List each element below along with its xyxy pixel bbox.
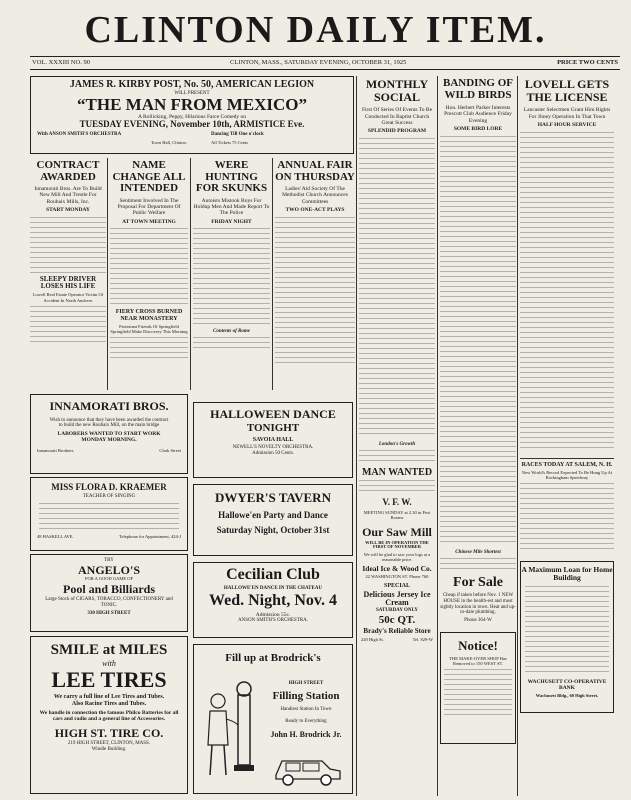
brodrick-ad [193,644,353,794]
lovell-subhead-2: HALF HOUR SERVICE [537,121,597,128]
contract-subhead-2: START MONDAY [46,207,90,214]
angelo-line3: Pool and Billiards [62,581,156,596]
column-7 [520,76,614,796]
ice-cream-price: 50c QT. [378,613,416,626]
skunks-subhead-2: FRIDAY NIGHT [211,218,252,225]
annual-fair-subhead-2: TWO ONE-ACT PLAYS [285,207,345,214]
skunks-headline: WERE HUNTING FOR SKUNKS [195,159,268,195]
volume-number: VOL. XXXIII NO. 90 [32,59,90,66]
kraemer-title: MISS FLORA D. KRAEMER [51,482,167,492]
legion-ad [30,76,354,154]
bank-name: WACHUSETT CO-OPERATIVE BANK [527,678,607,691]
notice-headline: Notice! [458,637,498,653]
notice-box [440,632,516,744]
notice-line1: THE MAKE-OVER SHOP Has Removed to 150 WEST ST. [449,655,507,666]
sleepy-driver-subhead: Lowell Real Estate Operator Victim Of Accident In North Andover [32,292,104,303]
monthly-social-subhead: First Of Series Of Events To Be Conducted In Baptist Church Great Success [361,107,433,126]
name-change-subhead: Sentiment Involved In The Proposal For Department Of Public Welfare [117,197,181,217]
innamorati-line6: Clark Street [159,447,181,453]
kraemer-line1: TEACHER OF SINGING [82,494,136,500]
masthead-title: CLINTON DAILY ITEM. [84,9,547,51]
races-headline: RACES TODAY AT SALEM, N. H. [520,458,614,468]
legion-ad-line1: JAMES R. KIRBY POST, No. 50, AMERICAN LEGION [69,79,315,90]
tires-line4: Also Racine Tires and Tubes. [71,700,147,707]
halloween-line1: TONIGHT [246,421,300,434]
saw-mill-line2: We will be glad to saw your logs at a reasonable price. [363,551,431,563]
halloween-line4: Admission 50 Cents. [252,451,294,457]
innamorati-line1: Wish to announce that they have been awarded the contract [49,417,169,423]
lee-tires-ad [30,636,188,794]
skunks-subhead: Autoists Mistook Boys For Holdup Men And Made Report To The Police [193,197,270,217]
innamorati-line2: to build the new Roubaix Mill, on the main bridge [58,423,160,429]
dwyer-line2: Saturday Night, October 31st [216,525,330,536]
dwyers-tavern-ad [193,484,353,556]
lovell-headline: LOVELL GETS THE LICENSE [524,77,610,104]
brodrick-line6: John H. Brodrick Jr. [270,730,342,739]
tires-line7: 219 HIGH STREET, CLINTON, MASS. [67,741,151,747]
cecilian-line4: ANSON SMITH'S ORCHESTRA. [238,618,308,624]
kraemer-ad [30,477,188,551]
legion-ad-line2: WILL PRESENT [174,90,210,96]
contract-subhead: Innamorati Bros. Are To Build New Mill And Trestle For Roubaix Mills, Inc. [34,186,102,205]
tires-title: LEE TIRES [51,666,167,692]
angelo-line5: 330 HIGH STREET [87,610,131,616]
for-sale-text: Cheap if taken before Nov. 1 NEW HOUSE in the health-est and most sightly location in town. Heat and up-to-date plumbing. [440,593,516,616]
angelo-line4: Large Stock of CIGARS, TOBACCO, CONFECTIONERY and TONIC. [45,597,173,608]
sleepy-driver-headline: SLEEPY DRIVER LOSES HIS LIFE [39,274,97,291]
ice-cream-label: Delicious Jersey Ice Cream [363,589,431,608]
legion-ad-line6: Town Hall, Clinton. [151,139,187,145]
column-2 [110,158,188,390]
innamorati-line3: LABORERS WANTED TO START WORK [57,431,161,438]
tires-line5: We handle in connection the famous Philco Batteries for all cars and radio and a general line of Accessories. [39,709,179,723]
bradys-store: Brady's Reliable Store [363,627,431,636]
brodrick-line4: Handiest Station In Town [280,707,332,712]
column-1 [30,158,106,390]
contract-headline: CONTRACT AWARDED [36,159,100,183]
cecilian-line3: Admission 55c. [255,611,291,618]
brodrick-line2: HIGH STREET [288,681,324,686]
contents-of-rome-headline: Contents of Rome [213,329,250,335]
dwyer-line1: Hallowe'en Party and Dance [218,509,328,520]
column-6 [440,76,516,796]
legion-ad-line4: TUESDAY EVENING, November 10th, ARMISTICE Eve. [79,119,305,130]
chinese-mile-headline: Chinese Mile Shortest [455,549,501,555]
banding-subhead-2: SOME BIRD LORE [453,126,503,133]
bradys-phone: Tel. 829-W [412,636,433,642]
angelo-line1: TRY [104,558,114,563]
londons-growth-headline: London's Growth [378,441,416,447]
kraemer-line3: Telephone for Appointment, 424-J [119,534,181,540]
for-sale-phone: Phone 364-W [464,618,492,624]
lovell-subhead: Lancaster Selectmen Grant Him Rights For Jitney Operation In That Town [523,107,611,120]
angelo-title: ANGELO'S [77,562,140,577]
dateline: CLINTON, MASS., SATURDAY EVENING, OCTOBER 31, 1925 [230,59,407,66]
man-wanted-headline: MAN WANTED [361,466,433,478]
column-4 [275,158,355,390]
brodrick-line1: Fill up at Brodrick's [225,652,321,664]
monthly-social-headline: MONTHLY SOCIAL [365,77,429,104]
halloween-dance-ad [193,402,353,478]
angelo-line2: FOR A GOOD GAME OF [84,576,133,582]
gas-pump-icon [200,675,260,785]
bank-address: Wachusett Bldg., 60 High Street. [535,692,599,698]
saturday-only: SATURDAY ONLY [375,608,418,614]
innamorati-ad [30,394,188,474]
vfw-subhead: MEETING SUNDAY at 2.30 in Post Rooms [363,509,431,520]
price: PRICE TWO CENTS [557,59,618,66]
innamorati-line4: MONDAY MORNING. [81,436,137,443]
bank-ad [520,561,614,713]
name-change-subhead-2: AT TOWN MEETING [122,218,176,225]
car-illustration [270,749,346,789]
innamorati-line5: Innamorati Brothers. [37,447,75,453]
special-label: SPECIAL [383,583,410,590]
name-change-headline: NAME CHANGE ALL INTENDED [112,159,186,195]
brodrick-line5: Ready to Everything [285,719,327,724]
car-icon [270,749,346,789]
fiery-cross-subhead: Protestant Friends Of Springfield Springfield Make Discovery This Morning [110,323,188,335]
innamorati-title: INNAMORATI BROS. [49,399,169,413]
banding-subhead: Hon. Herbert Parker Interests Prescott Club Audience Friday Evening [444,105,512,124]
column-3 [193,158,270,390]
legion-ad-line8: Dancing Till One o'clock [211,131,264,137]
cecilian-line1: HALLOWE'EN DANCE IN THE CHATEAU [223,585,323,591]
monthly-social-subhead-2: SPLENDID PROGRAM [367,128,427,135]
legion-ad-line5: With ANSON SMITH'S ORCHESTRA [37,131,122,137]
dateline-bar [30,56,620,70]
tires-line2: with [102,658,116,668]
tires-line1: SMILE at MILES [50,642,168,658]
legion-ad-line7: All Tickets 75 Cents [211,139,248,145]
cecilian-club-ad [193,562,353,638]
saw-mill-line1: WILL BE IN OPERATION THE FIRST OF NOVEMBER [365,539,429,550]
for-sale-headline: For Sale [453,574,503,590]
tires-line6: HIGH ST. TIRE CO. [54,726,164,741]
column-5 [359,76,435,796]
halloween-title: HALLOWEEN DANCE [210,407,336,421]
vfw-headline: V. F. W. [382,497,412,508]
halloween-line2: SAVOIA HALL [252,437,294,444]
gas-attendant-illustration [200,675,260,785]
bradys-address: 220 High St. [361,636,384,642]
legion-ad-line3: A Rollicking, Peppy, Hilarious Farce Comedy on [137,114,247,121]
saw-mill-headline: Our Saw Mill [362,524,432,539]
kraemer-line2: 48 HASKELL AVE. [37,534,74,540]
legion-ad-title: “THE MAN FROM MEXICO” [77,95,307,115]
dwyer-title: DWYER'S TAVERN [215,490,331,505]
tires-line3: We carry a full line of Lee Tires and Tubes. [53,694,165,701]
annual-fair-headline: ANNUAL FAIR ON THURSDAY [275,159,355,183]
races-subhead: New World's Record Expected To Be Hung Up At Rockingham Speedway [521,469,613,481]
banding-headline: BANDING OF WILD BIRDS [443,77,513,101]
bank-ad-headline: A Maximum Loan for Home Building [521,565,613,583]
ideal-ice-name: Ideal Ice & Wood Co. [362,564,432,574]
cecilian-line2: Wed. Night, Nov. 4 [208,592,337,610]
ideal-ice-address: 22 WASHINGTON ST. Phone 760 [365,574,429,580]
cecilian-title: Cecilian Club [226,566,320,583]
annual-fair-subhead: Ladies' Aid Society Of The Methodist Church Announces Committees [282,186,348,205]
fiery-cross-headline: FIERY CROSS BURNED NEAR MONASTERY [115,309,183,322]
brodrick-line3: Filling Station [272,690,340,702]
halloween-line3: NEWELL'S NOVELTY ORCHESTRA. [232,445,314,451]
tires-line8: Windle Building. [91,746,127,752]
angelo-ad [30,554,188,632]
